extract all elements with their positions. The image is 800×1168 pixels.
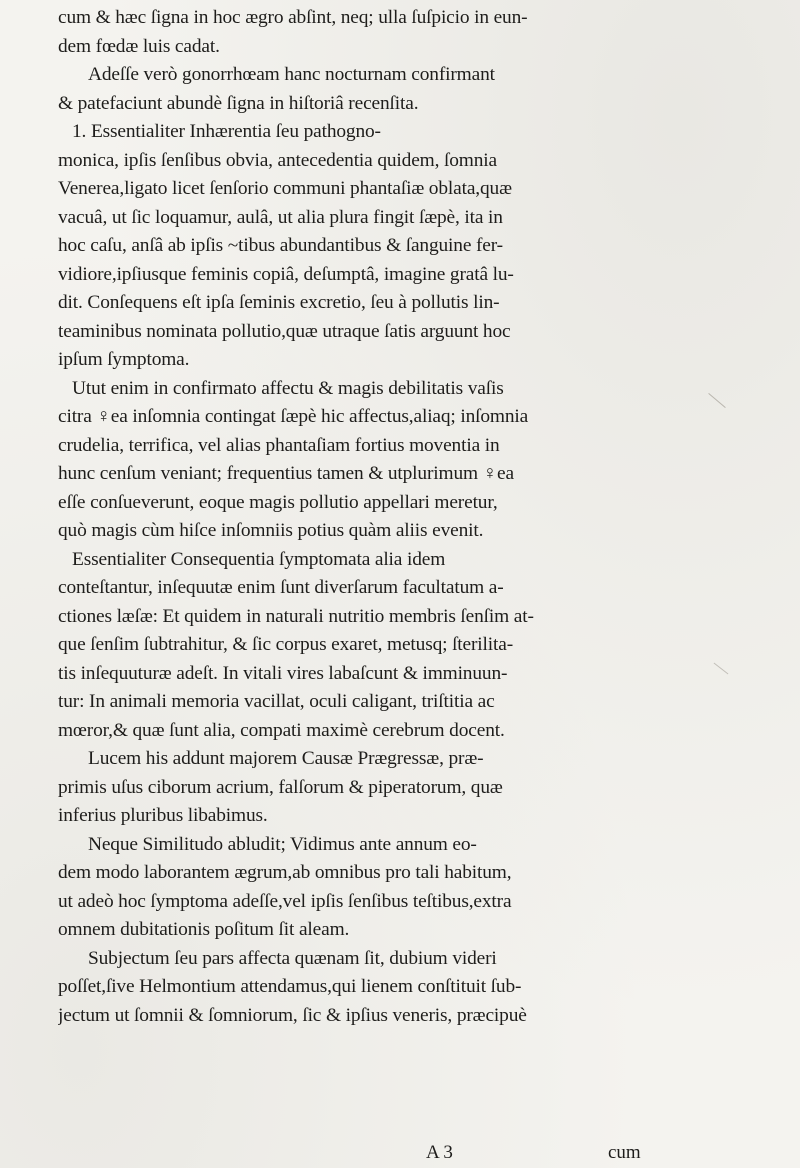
text-line: que ſenſim ſubtrahitur, & ſic corpus exaret, metusq; ſterilita- <box>58 634 514 655</box>
text-line: dit. Conſequens eſt ipſa ſeminis excretio, ſeu à pollutis lin- <box>58 292 500 313</box>
text-line: Lucem his addunt majorem Causæ Prægressæ, præ- <box>88 748 484 769</box>
text-line: conteſtantur, inſequutæ enim ſunt diverſarum facultatum a- <box>58 577 504 598</box>
text-line: mœror,& quæ ſunt alia, compati maximè cerebrum docent. <box>58 719 505 741</box>
text-line: 1. Essentialiter Inhærentia ſeu pathogno- <box>72 121 381 142</box>
signature-mark: A 3 <box>426 1142 453 1163</box>
text-line: eſſe conſueverunt, eoque magis pollutio appellari meretur, <box>58 491 498 513</box>
page-text <box>58 4 658 1030</box>
text-line: tis inſequuturæ adeſt. In vitali vires labaſcunt & imminuun- <box>58 662 508 684</box>
text-line: Neque Similitudo abludit; Vidimus ante annum eo- <box>88 833 477 855</box>
text-line: Subjectum ſeu pars affecta quænam ſit, dubium videri <box>88 947 497 969</box>
text-line: Venerea,ligato licet ſenſorio communi phantaſiæ oblata,quæ <box>58 178 512 199</box>
text-line: & patefaciunt abundè ſigna in hiſtoriâ recenſita. <box>58 92 419 114</box>
text-line: omnem dubitationis poſitum ſit aleam. <box>58 919 350 940</box>
text-line: hoc caſu, anſâ ab ipſis ~tibus abundantibus & ſanguine fer- <box>58 235 503 256</box>
text-line: jectum ut ſomnii & ſomniorum, ſic & ipſius veneris, præcipuè <box>58 1004 527 1026</box>
text-line: cum & hæc ſigna in hoc ægro abſint, neq; ulla ſuſpicio in eun- <box>58 7 528 28</box>
text-line: Essentialiter Consequentia ſymptomata alia idem <box>72 548 446 570</box>
text-line: citra ♀ea inſomnia contingat ſæpè hic affectus,aliaq; inſomnia <box>58 406 529 427</box>
catchword: cum <box>608 1142 641 1163</box>
text-line: hunc cenſum veniant; frequentius tamen & utplurimum ♀ea <box>58 463 514 484</box>
text-line: quò magis cùm hiſce inſomniis potius quàm aliis evenit. <box>58 520 484 541</box>
text-line: primis uſus ciborum acrium, falſorum & piperatorum, quæ <box>58 776 503 798</box>
text-line: Utut enim in confirmato affectu & magis debilitatis vaſis <box>72 377 504 399</box>
margin-stroke <box>708 393 725 408</box>
text-line: inferius pluribus libabimus. <box>58 805 268 826</box>
text-line: vidiore,ipſiusque feminis copiâ, deſumptâ, imagine gratâ lu- <box>58 263 514 285</box>
text-line: monica, ipſis ſenſibus obvia, antecedentia quidem, ſomnia <box>58 149 497 171</box>
text-line: teaminibus nominata pollutio,quæ utraque ſatis arguunt hoc <box>58 320 511 342</box>
text-line: vacuâ, ut ſic loquamur, aulâ, ut alia plura fingit ſæpè, ita in <box>58 206 503 228</box>
text-line: tur: In animali memoria vacillat, oculi caligant, triſtitia ac <box>58 691 495 712</box>
text-line: Adeſſe verò gonorrhœam hanc nocturnam confirmant <box>88 64 495 85</box>
text-line: ctiones læſæ: Et quidem in naturali nutritio membris ſenſim at- <box>58 605 534 627</box>
text-line: crudelia, terrifica, vel alias phantaſiam fortius moventia in <box>58 434 500 456</box>
text-line: dem fœdæ luis cadat. <box>58 35 220 57</box>
margin-stroke <box>714 663 729 675</box>
text-line: poſſet,ſive Helmontium attendamus,qui lienem conſtituit ſub- <box>58 976 522 997</box>
text-line: ipſum ſymptoma. <box>58 349 190 370</box>
text-line: ut adeò hoc ſymptoma adeſſe,vel ipſis ſenſibus teſtibus,extra <box>58 890 512 912</box>
text-line: dem modo laborantem ægrum,ab omnibus pro tali habitum, <box>58 862 512 883</box>
